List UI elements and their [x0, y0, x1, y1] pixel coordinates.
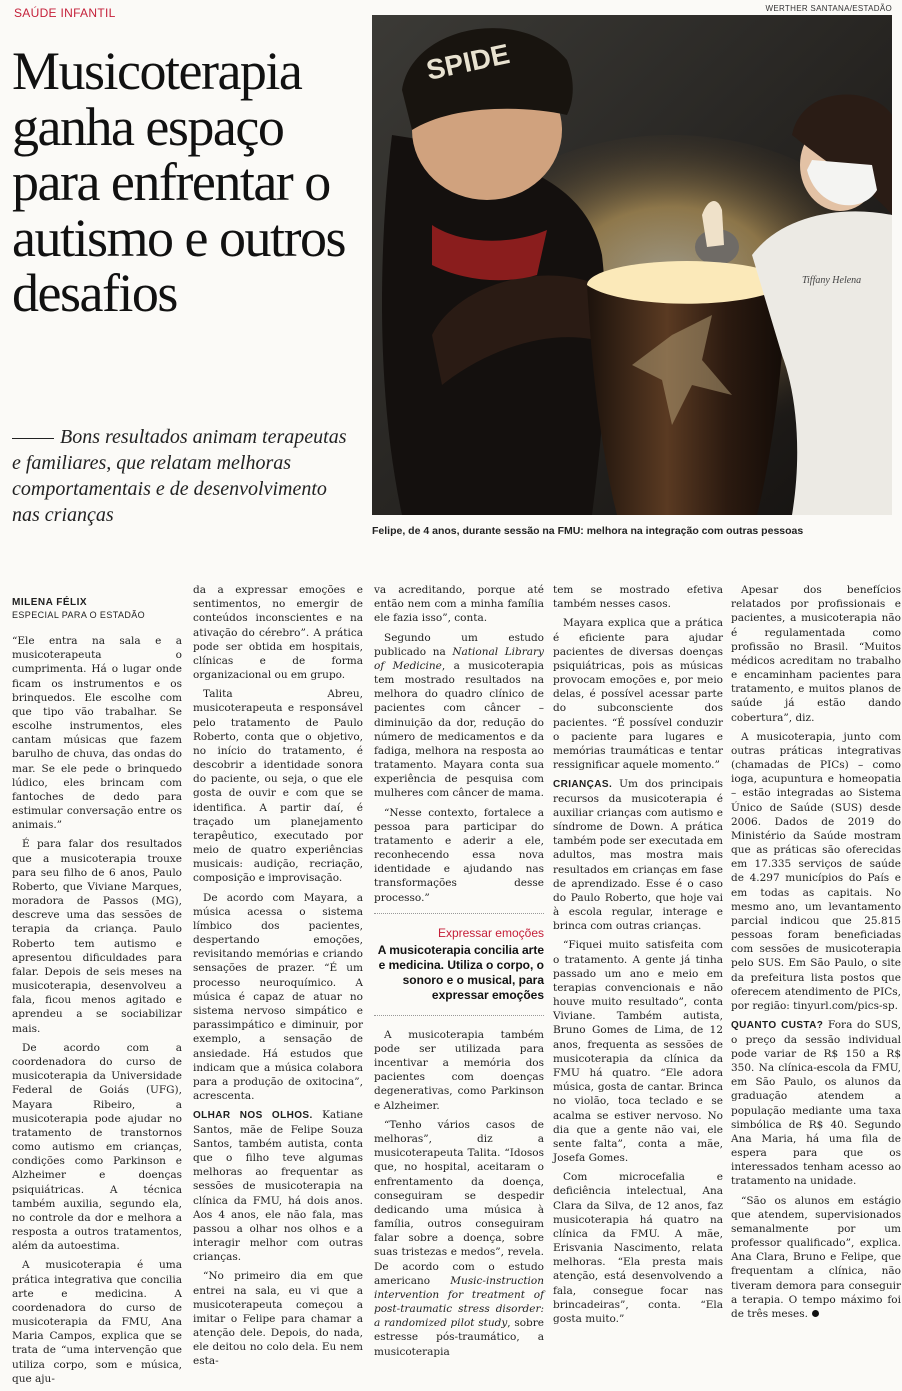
paragraph	[374, 1118, 544, 1359]
photo-illustration	[372, 15, 892, 515]
source-name: National Library of Medicine	[374, 645, 544, 672]
deck-rule	[12, 438, 54, 439]
photo-credit: WERTHER SANTANA/ESTADÃO	[765, 4, 892, 13]
paragraph-text: , a musicoterapia tem mostrado resultados na melhora do quadro clínico de pacientes com câncer – diminuição da dor, redução do número de medicamentos e da fadiga, melhora na resposta ao tratamento. Mayara conta sua experiência de pesquisa com mulheres com câncer de mama.	[374, 659, 544, 800]
study-title: Music-instruction intervention for treatment of post-traumatic stress disorder: a randomized pilot study	[374, 1274, 544, 1330]
deck-text: Bons resultados animam terapeutas e familiares, que relatam melhoras comportamentais e de desenvolvimento nas crianças	[12, 426, 347, 526]
paragraph-text: Fora do SUS, o preço da sessão individual pode variar de R$ 150 a R$ 350. Na clínica-escola da FMU, em São Paulo, os alunos da graduação atendem a população mediante uma taxa simbólica de R$ 40. Segundo Ana Maria, há uma fila de espera para que os interessados tenham acesso ao tratamento na unidade.	[731, 1019, 901, 1188]
paragraph: A musicoterapia, junto com outras práticas integrativas (chamadas de PICs) – como ioga, acupuntura e homeopatia – estão integradas ao Sistema Único de Saúde (SUS) desde 2006. Dados de 2019 do Ministério da Saúde mostram que as práticas são oferecidas em 17.335 serviços de saúde de 4.297 municípios do País e em todas as capitais. No mesmo ano, um levantamento parcial indicou que 25.815 pessoas foram beneficiadas com sessões de musicoterapia pelo SUS. Em São Paulo, o site da prefeitura lista postos que oferecem atendimento de PICs, por região: tinyurl.com/pics-sp.	[731, 730, 901, 1012]
paragraph: Talita Abreu, musicoterapeuta e responsável pelo tratamento de Paulo Roberto, conta que o objetivo, no início do tratamento, é descobrir a identidade sonora do paciente, ou seja, o que ele gosta de ouvir e com que se identifica. A partir daí, é traçado um planejamento terapêutico, executado por meio de quatro experiências musicais: audição, recriação, composição e improvisação.	[193, 688, 363, 885]
highlight-box-body: A musicoterapia concilia arte e medicina. Utiliza o corpo, o sonoro e o musical, para expressar emoções	[377, 942, 544, 1002]
paragraph: A musicoterapia é uma prática integrativa que concilia arte e medicina. A coordenadora do curso de musicoterapia da FMU, Ana Maria Campos, explica que se trata de “uma intervenção que utiliza corpo, som e música, que aju-	[12, 1259, 182, 1385]
column-5	[731, 583, 901, 1326]
article-photo	[372, 15, 892, 515]
subhead-criancas: CRIANÇAS.	[553, 779, 613, 791]
paragraph: “No primeiro dia em que entrei na sala, eu vi que a musicoterapeuta começou a imitar o Felipe para chamar a atenção dele. Depois, do nada, ele deitou no colo dela. Eu nem esta-	[193, 1270, 363, 1368]
column-1	[12, 583, 182, 1391]
section-tag: SAÚDE INFANTIL	[14, 6, 116, 20]
paragraph-text: Segundo um estudo publicado na	[374, 631, 544, 658]
paragraph-text: “São os alunos em estágio que atendem, supervisionados semanalmente por um professor qualificado”, explica. Ana Clara, Bruno e Felipe, que frequentam a clínica, não tiveram demora para conseguir a terapia. O tempo máximo foi de três meses.	[731, 1194, 901, 1320]
paragraph: “Ele entra na sala e a musicoterapeuta o cumprimenta. Há o lugar onde ficam os instrumentos e os brinquedos. Ele escolhe com que tipo vão trabalhar. Se escolhe instrumentos, eles cantam músicas que fazem barulho de chuva, das ondas do mar. Se ele pede o brinquedo lúdico, eles brincam com fantoches de dedo para estimular conversação entre os animais.”	[12, 635, 182, 832]
highlight-box	[374, 913, 544, 1016]
column-4	[553, 583, 723, 1331]
column-3	[374, 583, 544, 1364]
end-mark-icon	[812, 1310, 819, 1317]
photo-caption: Felipe, de 4 anos, durante sessão na FMU: melhora na integração com outras pessoas	[372, 525, 804, 537]
paragraph	[731, 1018, 901, 1188]
paragraph	[193, 1108, 363, 1264]
paragraph: De acordo com a coordenadora do curso de musicoterapia da Universidade Federal de Goiás (UFG), Mayara Ribeiro, a musicoterapia pode ajudar no tratamento de transtornos como autismo em crianças, condições como Parkinson e Alzheimer e doenças psiquiátricas. A técnica também auxilia, segundo ela, no controle da dor e melhora a resposta a outros tratamentos, além da autoestima.	[12, 1041, 182, 1253]
paragraph	[553, 777, 723, 933]
column-2	[193, 583, 363, 1374]
byline-role: ESPECIAL PARA O ESTADÃO	[12, 610, 146, 620]
paragraph: Mayara explica que a prática é eficiente para ajudar pacientes de diversas doenças psiquiátricas, pois as músicas provocam emoções e, por meio delas, é possível acessar parte do subconsciente dos pacientes. “É possível conduzir o paciente para lugares e memórias traumáticas e tentar ressignificar aquele momento.”	[553, 617, 723, 772]
paragraph-text: Um dos principais recursos da musicoterapia é auxiliar crianças com autismo e síndrome de Down. A prática também pode ser executada em adultos, mas mostra mais resultados em crianças em fase de aprendizado. Esse é o caso do Paulo Roberto, que hoje vai à escola regular, interage e brinca com outras crianças.	[553, 778, 723, 933]
paragraph	[374, 631, 544, 801]
paragraph: va acreditando, porque até então nem com a minha família ele fazia isso”, conta.	[374, 584, 544, 625]
paragraph: “Nesse contexto, fortalece a pessoa para participar do tratamento e aderir a ele, reconhecendo essa nova identidade e ajudando nas transformações desse processo.”	[374, 806, 544, 904]
deck	[12, 424, 357, 528]
paragraph: É para falar dos resultados que a musicoterapia trouxe para seu filho de 6 anos, Paulo Roberto, que Viviane Marques, moradora de Passos (MG), descreve uma das sessões de terapia da criança. Paulo Roberto tem autismo e apresentou dificuldades para falar. Depois de seis meses na musicoterapia, desenvolveu a fala, ficou menos agitado e aprendeu a se sociabilizar mais.	[12, 838, 182, 1035]
byline-name: MILENA FÉLIX	[12, 597, 88, 608]
cap-lettering: SPIDE	[423, 38, 513, 86]
highlight-box-title: Expressar emoções	[437, 925, 544, 940]
coat-lettering: Tiffany Helena	[802, 275, 862, 286]
paragraph	[731, 1194, 901, 1322]
paragraph: De acordo com Mayara, a música acessa o sistema límbico dos pacientes, despertando emoções, revisitando memórias e criando sensações de prazer. “É um processo neuroquímico. A música é capaz de atuar no sistema nervoso simpático e parassimpático e diminuir, por exemplo, a sensação de ansiedade. Há estudos que indicam que a música colabora para a produção de oxitocina”, acrescenta.	[193, 891, 363, 1103]
paragraph: da a expressar emoções e sentimentos, no emergir de conteúdos inconscientes e na ativação do cérebro”. A prática pode ser obtida em hospitais, clínicas e de forma organizacional ou em grupo.	[193, 584, 363, 682]
paragraph-text: “Tenho vários casos de melhoras”, diz a musicoterapeuta Talita. “Idosos que, no hospital, aceitaram o enfrentamento da doença, conseguiram se despedir dedicando uma música à família, outros conseguiram falar sobre a doença, sobre suas tristezas e medos”, revela. De acordo com o estudo americano	[374, 1118, 544, 1287]
paragraph: A musicoterapia também pode ser utilizada para incentivar a memória dos pacientes com doenças degenerativas, como Parkinson e Alzheimer.	[374, 1028, 544, 1112]
paragraph-text: Katiane Santos, mãe de Felipe Souza Santos, também autista, conta que o filho teve algumas melhoras ao frequentar as sessões de musicoterapia na clínica da FMU, há dois anos. Aos 4 anos, ele não fala, mas passou a olhar nos olhos e a interagir melhor com outras crianças.	[193, 1109, 364, 1264]
paragraph: tem se mostrado efetiva também nesses casos.	[553, 584, 723, 611]
subhead-quanto-custa: QUANTO CUSTA?	[731, 1020, 824, 1032]
paragraph: Com microcefalia e deficiência intelectual, Ana Clara da Silva, de 12 anos, faz musicoterapia há quatro na clínica da FMU. A mãe, Erisvania Nascimento, relata melhoras. “Ela presta mais atenção, está desenvolvendo a fala, consegue focar nas brincadeiras”, conta. “Ela gosta muito.”	[553, 1171, 723, 1325]
paragraph-text: , sobre estresse pós-traumático, a musicoterapia	[374, 1317, 544, 1358]
subhead-olhar-nos-olhos: OLHAR NOS OLHOS.	[193, 1110, 313, 1122]
paragraph: Apesar dos benefícios relatados por profissionais e pacientes, a musicoterapia não é regulamentada como profissão no Brasil. “Muitos médicos acreditam no trabalho e encaminham pacientes para tratamento, e muitos planos de saúde já estão dando cobertura”, diz.	[731, 584, 901, 724]
headline: Musicoterapia ganha espaço para enfrentar o autismo e outros desafios	[12, 41, 345, 324]
paragraph: “Fiquei muito satisfeita com o tratamento. A gente já tinha passado um ano e meio em terapias convencionais e não houve muito resultado”, conta Viviane. Também autista, Bruno Gomes de Lima, de 12 anos, frequenta as sessões de musicoterapia da clínica da FMU há quatro. “Ele adora música, gosta de cantar. Brinca no violão, toca teclado e se acalma se estiver nervoso. No dia que a gente não vai, ele sente falta”, conta a mãe, Josefa Gomes.	[553, 939, 723, 1165]
